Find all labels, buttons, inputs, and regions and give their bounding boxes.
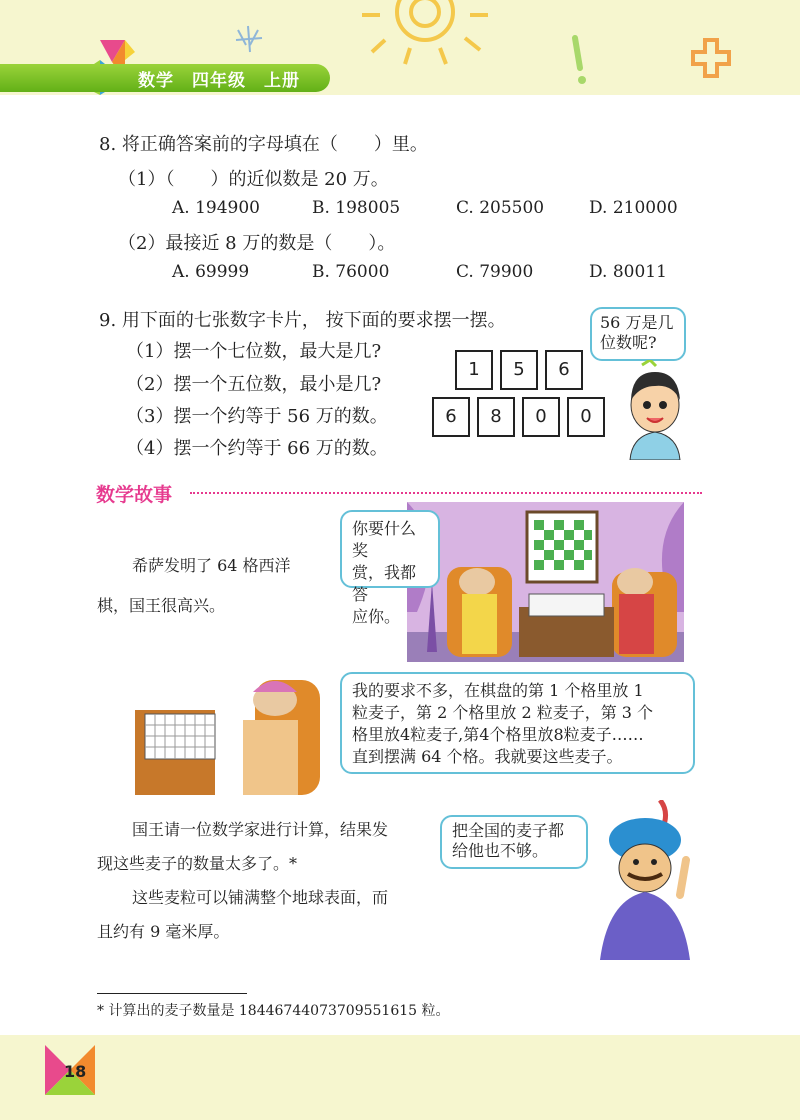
bubble-line: 应你。 <box>352 607 401 626</box>
digit-card: 0 <box>567 397 605 437</box>
q8-sub2-option-d: D. 80011 <box>589 262 667 282</box>
q8-sub2-option-a: A. 69999 <box>172 262 250 282</box>
boy-illustration <box>620 360 690 460</box>
plus-icon <box>693 40 729 76</box>
bubble-line: 把全国的麦子都 <box>452 821 565 840</box>
story-heading: 数学故事 <box>96 484 173 506</box>
exclamation-icon <box>575 38 580 68</box>
q9-item-4: （4）摆一个约等于 66 万的数。 <box>126 438 388 459</box>
story-divider <box>190 492 702 494</box>
digit-card: 5 <box>500 350 538 390</box>
mathematician-illustration <box>590 800 700 960</box>
q9-speech-bubble <box>590 307 686 361</box>
q8-sub2-option-b: B. 76000 <box>312 262 390 282</box>
sun-icon <box>362 0 488 64</box>
story-bubble-inventor <box>340 672 695 774</box>
bubble-line: 我的要求不多，在棋盘的第 1 个格里放 1 <box>352 681 644 700</box>
sparkle-icon <box>236 26 262 52</box>
header-title: 数学 四年级 上册 <box>138 71 300 91</box>
story-para2-line: 且约有 9 毫米厚。 <box>97 922 230 941</box>
digit-card: 0 <box>522 397 560 437</box>
story-para2-line: 国王请一位数学家进行计算，结果发 <box>132 820 389 839</box>
inventor-illustration <box>135 670 325 798</box>
bubble-line: 给他也不够。 <box>452 841 549 860</box>
story-para1-line: 希萨发明了 64 格西洋 <box>132 556 291 575</box>
digit-card: 6 <box>432 397 470 437</box>
bubble-line: 粒麦子，第 2 个格里放 2 粒麦子，第 3 个 <box>352 703 654 722</box>
story-para2-line: 现这些麦子的数量太多了。* <box>97 854 298 873</box>
bubble-line: 56 万是几 <box>600 313 674 332</box>
q8-sub2-option-c: C. 79900 <box>456 262 534 282</box>
q8-sub1-option-b: B. 198005 <box>312 198 401 218</box>
digit-card: 8 <box>477 397 515 437</box>
bubble-line: 你要什么奖 <box>352 519 417 560</box>
bottom-band <box>0 1035 800 1120</box>
q8-sub1-option-a: A. 194900 <box>172 198 260 218</box>
story-para1-line: 棋，国王很高兴。 <box>97 596 226 615</box>
bubble-line: 赏，我都答 <box>352 563 417 604</box>
q9-item-2: （2）摆一个五位数，最小是几? <box>126 374 382 395</box>
digit-card: 1 <box>455 350 493 390</box>
story-para2-line: 这些麦粒可以铺满整个地球表面，而 <box>132 888 389 907</box>
palace-illustration <box>407 502 684 662</box>
bubble-line: 格里放4粒麦子,第4个格里放8粒麦子…… <box>352 725 644 744</box>
footnote: * 计算出的麦子数量是 18446744073709551615 粒。 <box>97 1003 450 1019</box>
q9-item-1: （1）摆一个七位数，最大是几? <box>126 341 382 362</box>
story-bubble-mathematician <box>440 815 588 869</box>
q9-item-3: （3）摆一个约等于 56 万的数。 <box>126 406 388 427</box>
story-bubble-king <box>340 510 440 626</box>
q8-sub1-option-d: D. 210000 <box>589 198 678 218</box>
q8-sub1: （1）（ ）的近似数是 20 万。 <box>118 169 389 190</box>
bubble-line: 直到摆满 64 个格。我就要这些麦子。 <box>352 747 623 766</box>
q8-title: 8. 将正确答案前的字母填在（ ）里。 <box>99 134 428 155</box>
q9-title: 9. 用下面的七张数字卡片， 按下面的要求摆一摆。 <box>99 310 506 331</box>
digit-card: 6 <box>545 350 583 390</box>
q8-sub2: （2）最接近 8 万的数是（ ）。 <box>118 233 396 254</box>
page-number: 18 <box>64 1062 87 1081</box>
footnote-rule <box>97 993 247 994</box>
bubble-line: 位数呢? <box>600 333 657 352</box>
q8-sub1-option-c: C. 205500 <box>456 198 545 218</box>
